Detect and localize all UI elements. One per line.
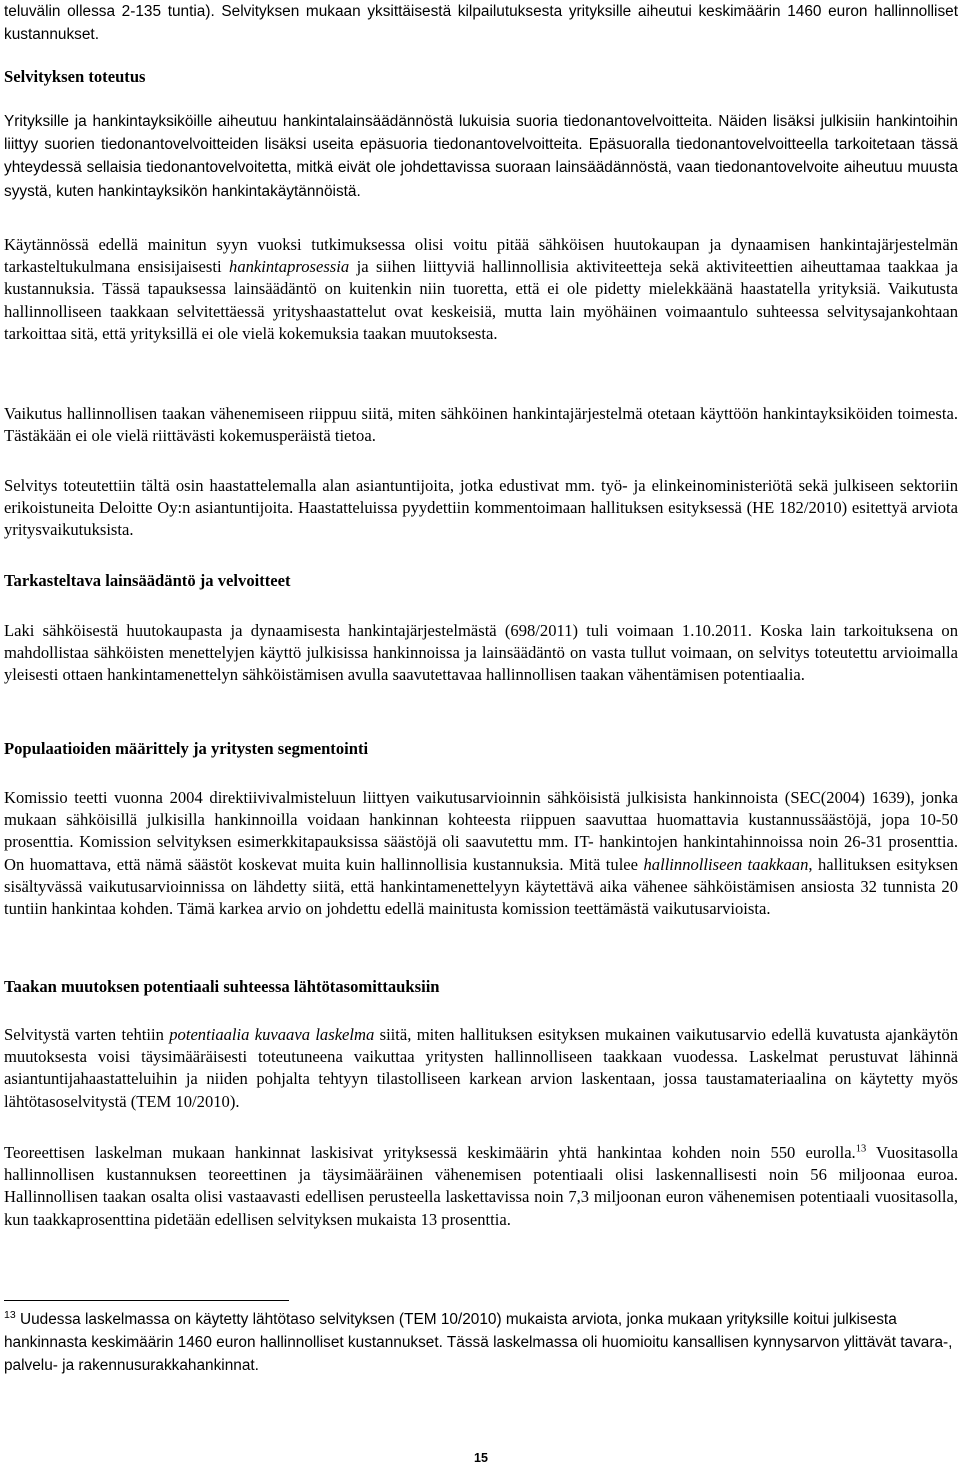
paragraph-selvitys-toteutettiin: Selvitys toteutettiin tältä osin haastattelemalla alan asiantuntijoita, jotka edustivat mm. työ- ja elinkeinoministeriötä sekä julkiseen sektoriin erikoistuneita Deloitte Oy:n asiantuntijoita. Haastatteluissa pyydettiin kommentoimaan hallituksen esityksessä (HE 182/2010) esitettyä arviota yritysvaikutuksista. (4, 476, 958, 540)
paragraph-suorat-velvoitteet: Yrityksille ja hankintayksiköille aiheutuu hankintalainsäädännöstä lukuisia suoria tiedonantovelvoitteita. Näiden lisäksi julkisiin hankintoihin liittyy suorien tiedonantovelvoitteiden lisäksi useita epäsuoria tiedonantovelvoitteita. Epäsuoralla tiedonantovelvoitteella tarkoitetaan tässä yhteydessä sellaisia tiedonantovelvoitetta, mitkä eivät ole johdettavissa suoraan lainsäädännöstä, vaan tiedonantovelvoite aiheutuu muusta syystä, kuten hankintayksikön hankintakäytännöistä. (4, 113, 958, 200)
page-number: 15 (474, 1451, 488, 1465)
paragraph-selvitysta-varten: Selvitystä varten tehtiin potentiaalia kuvaava laskelma siitä, miten hallituksen esityksen mukainen vaikutusarvio edellä kuvatusta ajankäytön muutoksesta voisi täysimääräisesti toteutuneena vaikuttaa yritysten hallinnolliseen taakkaan vuodessa. Laskelmat perustuvat lähinnä asiantuntijahaastatteluihin ja niiden pohjalta tehtyyn tilastolliseen karkean arvion laskentaan, jossa taustamateriaalina on käytetty myös lähtötasoselvitystä (TEM 10/2010). (4, 1025, 958, 1111)
text-suffix: a. (844, 1143, 856, 1162)
intro-paragraph: teluvälin ollessa 2-135 tuntia). Selvityksen mukaan yksittäisestä kilpailutuksesta yrityksille aiheutui keskimäärin 1460 euron hallinnolliset kustannukset. (4, 3, 958, 44)
emphasis-hallinnolliseen-taakkaan: hallinnolliseen taakkaan (643, 854, 809, 874)
paragraph-komissio: Komissio teetti vuonna 2004 direktiivivalmisteluun liittyen vaikutusarvioinnin sähköisistä julkisista hankinnoista (SEC(2004) 1639), jonka mukaan sähköisillä julkisilla hankinnoilla voidaan hankinnan kohteesta riippuen saavuttaa huomattavia kustannussäästöjä, jopa 10-50 prosenttia. Komission selvityksen esimerkkitapauksissa säästöjä oli saavutettu mm. IT- hankintojen hankintahinnoissa noin 26-31 prosenttia. On huomattava, että nämä säästöt koskevat muita kuin hallinnollisia kustannuksia. Mitä tulee hallinnolliseen taakkaan, hallituksen esityksen sisältyvässä vaikutusarvioinnissa on lähdetty siitä, että hankintamenettelyyn käytettävä aika vähenee sähköistämisen ansiosta 32 tunnista 20 tuntiin hankintaa kohden. Tämä karkea arvio on johdettu edellä mainitusta komission teettämästä vaikutusarvioista. (4, 788, 958, 919)
heading-tarkasteltava-lainsaadanto: Tarkasteltava lainsäädäntö ja velvoitteet (4, 571, 291, 590)
document-page (4, 0, 958, 1470)
footnote (4, 1308, 958, 1377)
paragraph-vaikutus: Vaikutus hallinnollisen taakan vähenemiseen riippuu siitä, miten sähköinen hankintajärjestelmä otetaan käyttöön hankintayksiköiden toimesta. Tästäkään ei ole vielä riittävästi kokemusperäistä tietoa. (4, 404, 958, 446)
emphasis-hankintaprosessia: hankintaprosessia (229, 257, 350, 277)
footnote-number: 13 (4, 1308, 16, 1321)
paragraph-laki: Laki sähköisestä huutokaupasta ja dynaamisesta hankintajärjestelmästä (698/2011) tuli voimaan 1.10.2011. Koska lain tarkoituksena on mahdollistaa sähköisten menettelyjen käyttö julkisissa hankinnoissa ja lainsäädäntö on vasta tullut voimaan, on selvitys toteutettu arvioimalla yleisesti ottaen hankintamenettelyn sähköistämisen avulla saavutettavaa hallinnollisen taakan vähentämisen potentiaalia. (4, 621, 958, 685)
footnote-text: Uudessa laskelmassa on käytetty lähtötaso selvityksen (TEM 10/2010) mukaista arviota, jonka mukaan yrityksille koitui julkisesta hankinnasta keskimäärin 1460 euron hallinnolliset kustannukset. Tässä laskelmassa oli huomioitu kansallisen kynnysarvon ylittävät tavara-, palvelu- ja rakennusurakkahankinnat. (4, 1311, 953, 1374)
heading-taakan-muutoksen-potentiaali: Taakan muutoksen potentiaali suhteessa lähtötasomittauksiin (4, 977, 440, 996)
footnote-reference[interactable]: 13 (855, 1143, 867, 1155)
paragraph-teoreettisen-laskelman: Teoreettisen laskelman mukaan hankinnat laskisivat yrityksessä keskimäärin yhtä hankintaa kohden noin 550 eurolla.$^{13}$ Vuositasolla hallinnollisen kustannuksen teoreettinen ja täysimääräinen vähenemisen potentiaali olisi laskennallisesti noin 56 miljoonaa euroa. Hallinnollisen taakan osalta olisi vastaavasti edellisen perusteella laskettavissa noin 7,3 miljoonan euron vähenemisen potentiaali vuositasolla, kun taakkaprosenttina pidetään edellisen selvityksen mukaista 13 prosenttia. (4, 1143, 958, 1229)
heading-selvityksen-toteutus: Selvityksen toteutus (4, 67, 146, 86)
paragraph-kaytannossa: Käytännössä edellä mainitun syyn vuoksi tutkimuksessa olisi voitu pitää sähköisen huutokaupan ja dynaamisen hankintajärjestelmän tarkasteltukulmana ensisijaisesti hankintaprosessia ja siihen liittyviä hallinnollisia aktiviteetteja sekä aktiviteettien aiheuttamaa taakkaa ja kustannuksia. Tässä tapauksessa lainsäädäntö on kuitenkin niin tuoretta, että ei ole pidetty mielekkäänä haastatella yrityksiä. Vaikutusta hallinnolliseen taakkaan selvitettäessä yrityshaastattelut ovat keskeisiä, mutta lain myöhäinen voimaantulo suhteessa selvitysajankohtaan tarkoittaa sitä, että yrityksillä ei ole vielä kokemuksia taakan muutoksesta. (4, 235, 958, 343)
heading-populaatioiden-maarittely: Populaatioiden määrittely ja yritysten segmentointi (4, 739, 369, 758)
footnote-separator (4, 1300, 289, 1301)
emphasis-potentiaalia-kuvaava-laskelma: potentiaalia kuvaava laskelma (169, 1025, 375, 1044)
